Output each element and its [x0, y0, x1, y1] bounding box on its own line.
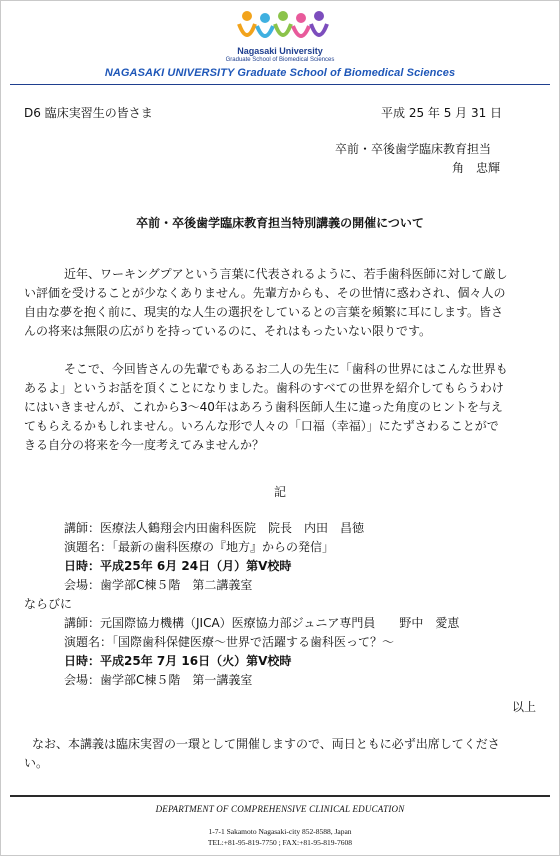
paragraph-line: きる自分の将来を今一度考えてみませんか？ [24, 438, 265, 452]
department-phone: TEL:+81-95-819-7750 ; FAX:+81-95-819-7608 [207, 838, 353, 847]
paragraph-line: 自由な夢を抱く前に、現実的な人生の選択をしているとの言葉を頻繁に耳にします。皆さ [24, 305, 504, 319]
department-name: DEPARTMENT OF COMPREHENSIVE CLINICAL EDUCATION [155, 804, 405, 814]
lecturer-2: 講師：元国際協力機構（JICA）医療協力部ジュニア専門員 野中 愛恵 [64, 616, 460, 630]
venue-2: 会場：歯学部C棟５階 第一講義室 [64, 673, 253, 687]
ki-mark: 記 [273, 485, 286, 499]
header-divider [10, 84, 550, 85]
paragraph-line: んの将来は無限の広がりを持っているのに、それはもったいない限りです。 [24, 324, 432, 338]
graduate-school-banner: NAGASAKI UNIVERSITY Graduate School of Biomedical Sciences [104, 67, 456, 79]
datetime-2: 日時：平成25年 7月 16日（火）第V校時 [64, 654, 292, 668]
university-name: Nagasaki University [237, 46, 323, 56]
and-connector: ならびに [24, 597, 73, 611]
sender-name: 角 忠輝 [452, 161, 501, 175]
recipient: D6 臨床実習生の皆さま [24, 106, 153, 120]
notice-title: 卒前・卒後歯学臨床教育担当特別講義の開催について [136, 216, 424, 230]
paragraph-line: そこで、今回皆さんの先輩でもあるお二人の先生に「歯科の世界にはこんな世界も [64, 362, 508, 376]
paragraph-line: てもらえるかもしれません。いろんな形で人々の「口福（幸福）」にたずさわることがで [24, 419, 499, 433]
sender-title: 卒前・卒後歯学臨床教育担当 [335, 142, 492, 156]
note-line: なお、本講義は臨床実習の一環として開催しますので、両日ともに必ず出席してくださ [32, 737, 500, 751]
paragraph-line: い評価を受けることが少なくありません。先輩方からも、その世情に惑わされ、個々人の [24, 286, 506, 300]
lecturer-1: 講師：医療法人鶴翔会内田歯科医院 院長 内田 昌徳 [64, 521, 365, 535]
university-subtitle: Graduate School of Biomedical Sciences [225, 57, 335, 63]
venue-1: 会場：歯学部C棟５階 第二講義室 [64, 578, 253, 592]
topic-1: 演題名：「最新の歯科医療の『地方』からの発信」 [64, 540, 335, 554]
paragraph-line: にはいきませんが、これから3～40年はあろう歯科医師人生に違った角度のヒントを与え [24, 400, 503, 414]
note-line: い。 [24, 756, 49, 770]
topic-2: 演題名：「国際歯科保健医療～世界で活躍する歯科医って？～ [64, 635, 395, 649]
university-logo [235, 10, 330, 48]
paragraph-line: 近年、ワーキングプアという言葉に代表されるように、若手歯科医師に対して厳し [64, 267, 508, 281]
paragraph-line: あるよ」というお話を頂くことになりました。歯科のすべての世界を紹介してもらうわけ [24, 381, 504, 395]
ijo-mark: 以上 [512, 700, 537, 714]
department-address: 1-7-1 Sakamoto Nagasaki-city 852-8588, Japan [208, 827, 352, 836]
footer-divider [10, 795, 550, 797]
datetime-1: 日時：平成25年 6月 24日（月）第V校時 [64, 559, 292, 573]
letter-date: 平成 25 年 5 月 31 日 [381, 106, 503, 120]
